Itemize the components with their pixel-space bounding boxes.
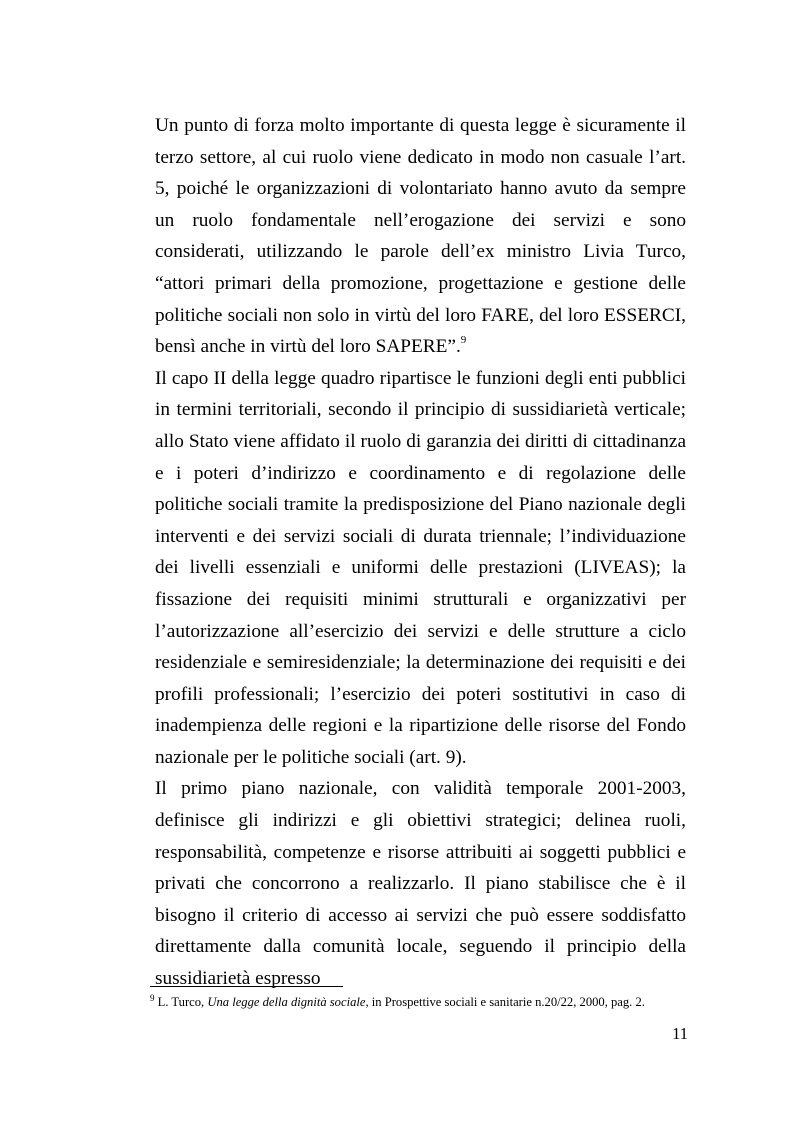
paragraph-terzo-settore: [155, 110, 686, 363]
paragraph-capo-ii: Il capo II della legge quadro ripartisce le funzioni degli enti pubblici in termini territoriali, secondo il principio di sussidiarietà verticale; allo Stato viene affidato il ruolo di garanzia dei diritti di cittadinanza e i poteri d’indirizzo e coordinamento e di regolazione delle politiche sociali tramite la predisposizione del Piano nazionale degli interventi e dei servizi sociali di durata triennale; l’individuazione dei livelli essenziali e uniformi delle prestazioni (LIVEAS); la fissazione dei requisiti minimi strutturali e organizzativi per l’autorizzazione all’esercizio dei servizi e delle strutture a ciclo residenziale e semiresidenziale; la determinazione dei requisiti e dei profili professionali; l’esercizio dei poteri sostitutivi in caso di inadempienza delle regioni e la ripartizione delle risorse del Fondo nazionale per le politiche sociali (art. 9).: [155, 367, 686, 768]
footnote-title: Una legge della dignità sociale,: [207, 995, 369, 1009]
page-number: 11: [672, 1024, 688, 1043]
footnote-reference: 9: [460, 334, 467, 347]
footnote-number: 9: [150, 993, 155, 1003]
footnote-citation: in Prospettive sociali e sanitarie n.20/22, 2000, pag. 2.: [371, 995, 645, 1009]
footnote-author: L. Turco,: [157, 995, 205, 1009]
paragraph-text: Un punto di forza molto importante di questa legge è sicuramente il terzo settore, al cui ruolo viene dedicato in modo non casuale l’art. 5, poiché le organizzazioni di volontariato hanno avuto da sempre un ruolo fondamentale nell’erogazione dei servizi e sono considerati, utilizzando le parole dell’ex ministro Livia Turco, “attori primari della promozione, progettazione e gestione delle politiche sociali non solo in virtù del loro FARE, del loro ESSERCI, bensì anche in virtù del loro SAPERE”.: [155, 115, 686, 358]
footnote: [150, 994, 710, 1010]
footnote-separator: [150, 986, 343, 987]
body-text: [155, 110, 686, 995]
paragraph-primo-piano: Il primo piano nazionale, con validità temporale 2001-2003, definisce gli indirizzi e gli obiettivi strategici; delinea ruoli, responsabilità, competenze e risorse attribuiti ai soggetti pubblici e privati che concorrono a realizzarlo. Il piano stabilisce che è il bisogno il criterio di accesso ai servizi che può essere soddisfatto direttamente dalla comunità locale, seguendo il principio della sussidiarietà espresso: [155, 778, 686, 990]
